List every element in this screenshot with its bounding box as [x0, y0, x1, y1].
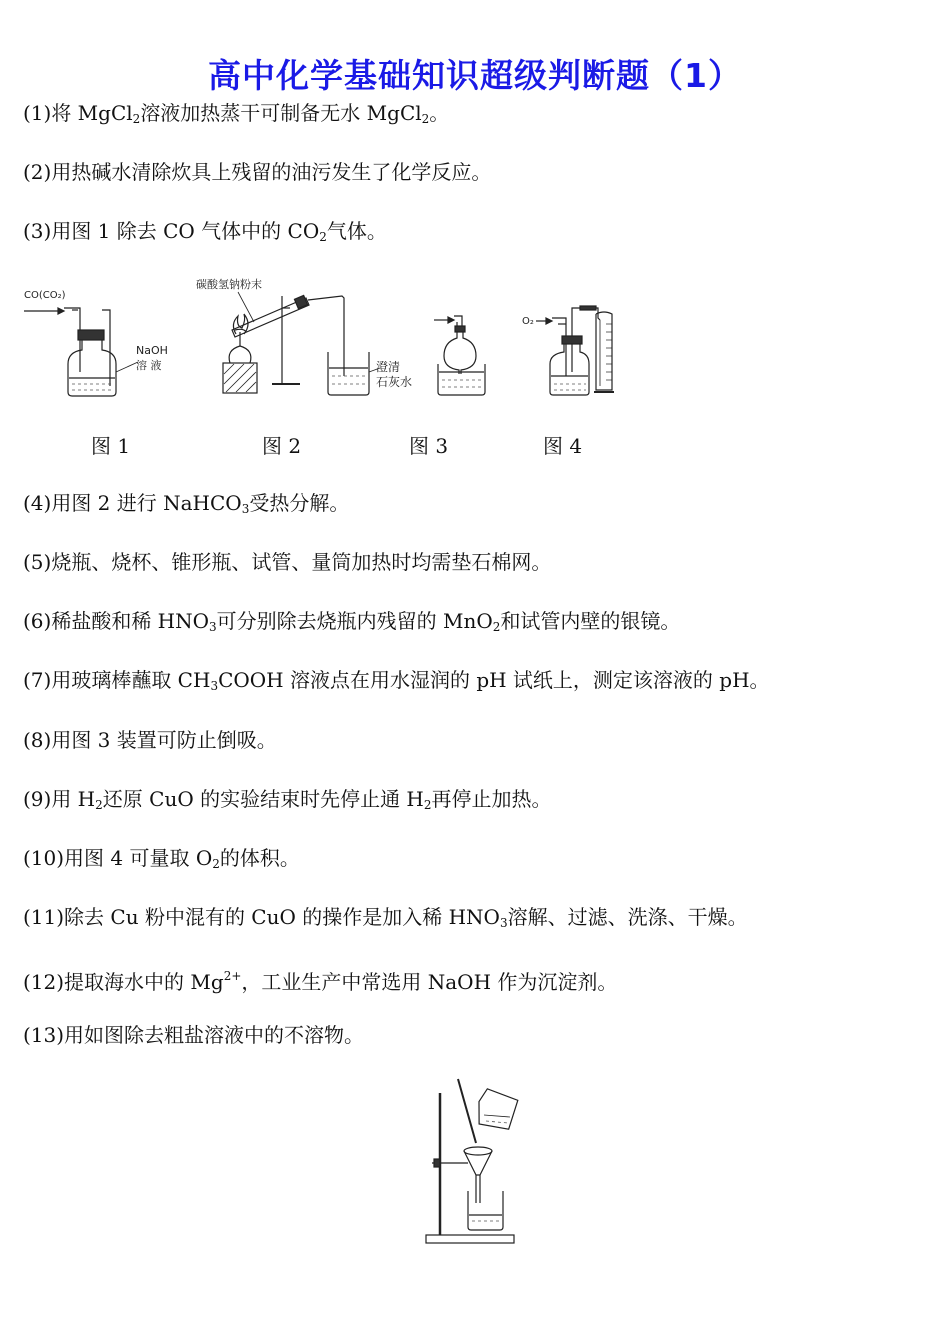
caption-figure-1: 图 1	[91, 434, 131, 458]
question-1: (1)将 MgCl$_2$溶液加热蒸干可制备无水 MgCl$_2$。	[23, 101, 450, 126]
figure-4-gas-measure	[522, 306, 614, 395]
question-7: (7)用玻璃棒蘸取 $CH_3COOH$ 溶液点在用水湿润的 pH 试纸上，测定该溶液的 pH。	[23, 668, 770, 693]
question-4: (4)用图 2 进行 NaHCO$_3$受热分解。	[23, 491, 350, 516]
label-co-co2: CO(CO₂)	[24, 290, 66, 301]
label-naoh: NaOH	[136, 344, 168, 357]
label-o2: O₂	[522, 316, 534, 327]
label-limewater-2: 石灰水	[376, 375, 413, 389]
question-8: (8)用图 3 装置可防止倒吸。	[23, 728, 277, 752]
figure-3-anti-suckback	[434, 316, 485, 395]
question-2: (2)用热碱水清除炊具上残留的油污发生了化学反应。	[23, 160, 492, 184]
question-13: (13)用如图除去粗盐溶液中的不溶物。	[23, 1023, 365, 1047]
caption-figure-4: 图 4	[543, 434, 583, 458]
question-10: (10)用图 4 可量取 $O_2$的体积。	[23, 846, 300, 871]
figure-2-heating	[196, 277, 412, 395]
label-solution: 溶 液	[136, 359, 162, 372]
question-5: (5)烧瓶、烧杯、锥形瓶、试管、量筒加热时均需垫石棉网。	[23, 550, 552, 574]
question-11: (11)除去 Cu 粉中混有的 CuO 的操作是加入稀 $HNO_3$溶解、过滤、洗涤、干燥。	[23, 905, 748, 930]
caption-figure-3: 图 3	[409, 434, 449, 458]
label-limewater-1: 澄清	[376, 360, 401, 374]
apparatus-figures	[20, 268, 620, 408]
label-nahco3: 碳酸氢钠粉末	[196, 278, 262, 291]
filtration-apparatus-figure	[420, 1075, 530, 1247]
question-9: (9)用 $H_2$还原 CuO 的实验结束时先停止通 $H_2$再停止加热。	[23, 787, 552, 812]
caption-figure-2: 图 2	[262, 434, 302, 458]
question-6: (6)稀盐酸和稀 $HNO_3$可分别除去烧瓶内残留的 MnO$_2$和试管内壁的银镜。	[23, 609, 681, 634]
page-title: 高中化学基础知识超级判断题（1）	[208, 56, 742, 95]
question-12: (12)提取海水中的 $Mg^{2+}$，工业生产中常选用 NaOH 作为沉淀剂。	[23, 969, 618, 994]
question-3: (3)用图 1 除去 CO 气体中的 $CO_2$气体。	[23, 219, 387, 244]
figure-1-wash-bottle	[24, 290, 168, 396]
